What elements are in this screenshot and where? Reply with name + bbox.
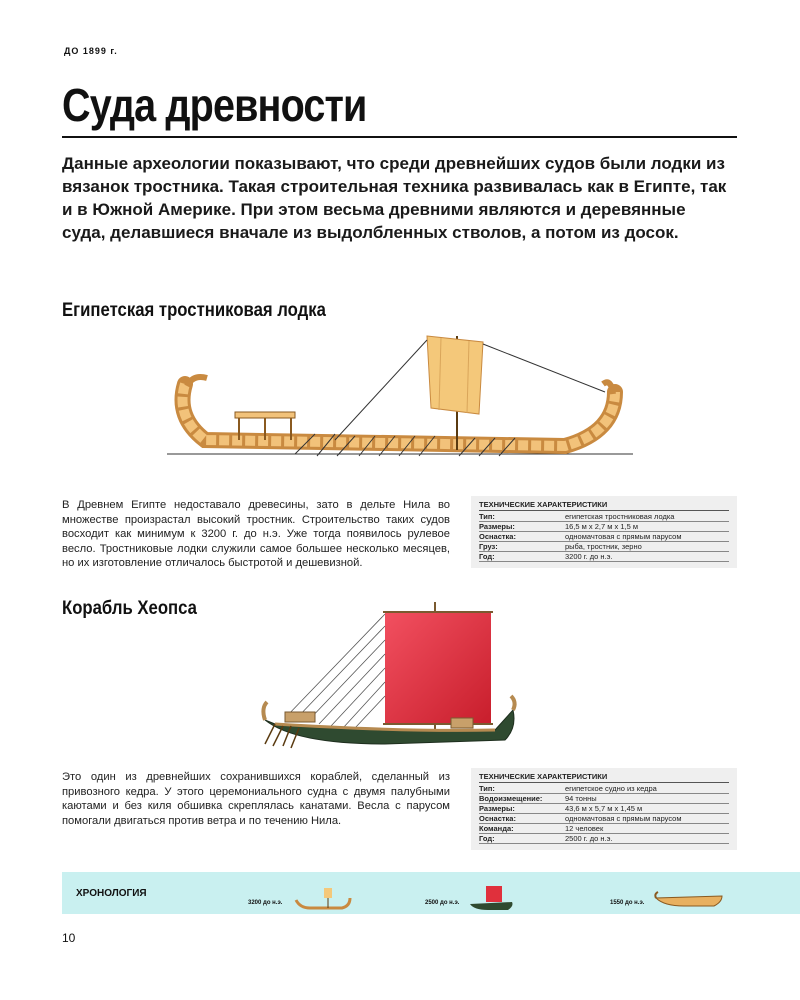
- spec-row: Год: 2500 г. до н.э.: [479, 834, 729, 844]
- spec-row: Оснастка: одномачтовая с прямым парусом: [479, 814, 729, 824]
- section-title-reed-boat: Египетская тростниковая лодка: [62, 300, 326, 321]
- spec-row: Водоизмещение: 94 тонны: [479, 794, 729, 804]
- timeline-date: 3200 до н.э.: [248, 900, 283, 906]
- specs-heading: ТЕХНИЧЕСКИЕ ХАРАКТЕРИСТИКИ: [479, 772, 729, 783]
- section-body-reed-boat: В Древнем Египте недоставало древесины, зато в дельте Нила во множестве произрастал высокий тростник. Строительство таких судов восходит как минимум к 3200 г. до н.э. Уже тогда появилось рулевое весло. Тростниковые лодки служили самое большее несколько месяцев, но их изготовление отличалось быстротой и дешевизной.: [62, 499, 450, 569]
- timeline-reed-boat-icon: [294, 886, 352, 910]
- reed-boat-illustration: [165, 322, 635, 462]
- timeline-bar: [62, 872, 800, 914]
- timeline-label: ХРОНОЛОГИЯ: [76, 888, 147, 899]
- page-number: 10: [62, 931, 76, 945]
- page-title: Суда древности: [62, 79, 367, 131]
- spec-row: Команда: 12 человек: [479, 824, 729, 834]
- specs-table-cheops-ship: [471, 768, 737, 850]
- cheops-ship-illustration: [255, 598, 520, 750]
- era-label: ДО 1899 г.: [64, 46, 118, 56]
- section-body-cheops-ship: Это один из древнейших сохранившихся кораблей, сделанный из привозного кедра. У этого церемониального судна с двумя палубными каютами и без киля обшивка скреплялась канатами. Весла с парусом помогали двигаться против ветра и по течению Нила.: [62, 771, 450, 827]
- spec-row: Оснастка: одномачтовая с прямым парусом: [479, 532, 729, 542]
- title-divider: [62, 136, 737, 138]
- timeline-ship-1550-icon: [654, 890, 724, 908]
- timeline-date: 1550 до н.э.: [610, 900, 645, 906]
- timeline-cheops-ship-icon: [468, 884, 514, 912]
- spec-row: Размеры: 43,6 м х 5,7 м х 1,45 м: [479, 804, 729, 814]
- spec-row: Груз: рыба, тростник, зерно: [479, 542, 729, 552]
- section-title-cheops-ship: Корабль Хеопса: [62, 598, 197, 619]
- specs-heading: ТЕХНИЧЕСКИЕ ХАРАКТЕРИСТИКИ: [479, 500, 729, 511]
- timeline-date: 2500 до н.э.: [425, 900, 460, 906]
- specs-table-reed-boat: [471, 496, 737, 568]
- lead-paragraph: Данные археологии показывают, что среди древнейших судов были лодки из вязанок тростника. Такая строительная техника развивалась как в Египте, так и в Южной Америке. При этом весьма древними являются и деревянные суда, делавшиеся вначале из выдолбленных стволов, а потом из досок.: [62, 154, 727, 242]
- spec-row: Год: 3200 г. до н.э.: [479, 552, 729, 562]
- spec-row: Размеры: 16,5 м х 2,7 м х 1,5 м: [479, 522, 729, 532]
- spec-row: Тип: египетское судно из кедра: [479, 784, 729, 794]
- spec-row: Тип: египетская тростниковая лодка: [479, 512, 729, 522]
